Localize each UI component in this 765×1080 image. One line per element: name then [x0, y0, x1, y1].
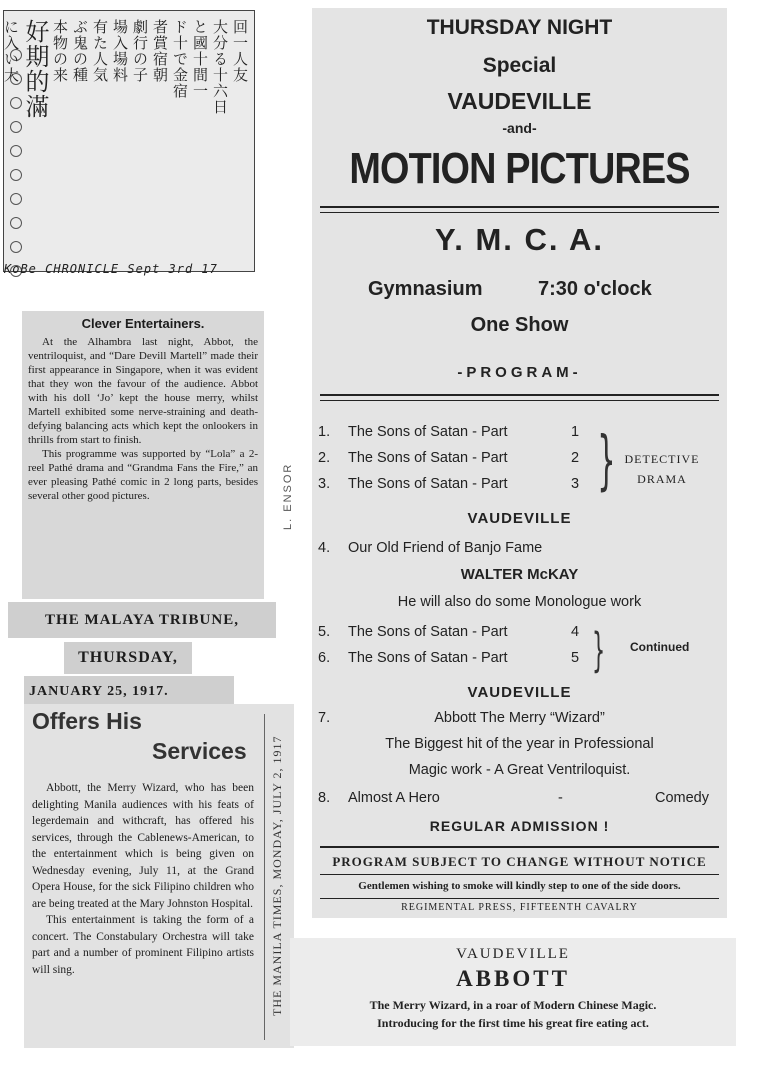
section-vaudeville: VAUDEVILLE: [467, 510, 572, 527]
genre-label: DRAMA: [637, 472, 687, 486]
section-vaudeville: VAUDEVILLE: [467, 684, 572, 701]
program-number: 8.: [318, 790, 331, 806]
program-part: 2: [571, 450, 580, 466]
admission-notice: REGULAR ADMISSION !: [429, 818, 610, 834]
poster-line-and: -and-: [502, 120, 537, 136]
text-column: 場入場料: [111, 19, 129, 83]
kobe-caption: KoBe CHRONICLE Sept 3rd 17: [4, 262, 218, 276]
newspaper-name: THE MALAYA TRIBUNE,: [8, 602, 276, 638]
headline-line-2: Services: [152, 738, 247, 764]
poster-line-thursday: THURSDAY NIGHT: [426, 16, 613, 39]
text-column: ド十で金宿: [171, 19, 189, 99]
program-number: 1.: [318, 424, 331, 440]
article-paragraph: Abbott, the Merry Wizard, who has been delighting Manila audiences with his feats of legerdemain and withcraft, has offered his services, through the Cablenews-American, to the entertainment which is being given on Wednesday evening, July 11, at the Grand Opera House, for the sick Filipino children who are being treated at the Mary Johnston Hospital.: [32, 782, 254, 910]
program-item: The Sons of Satan - Part: [348, 650, 508, 666]
continued-label: Continued: [630, 640, 690, 654]
program-item: The Sons of Satan - Part: [348, 624, 508, 640]
divider: [320, 400, 719, 401]
show-count: One Show: [470, 314, 569, 336]
advert-name: ABBOTT: [456, 966, 570, 991]
program-item: Almost A Hero: [348, 790, 440, 806]
ensor-stamp: L. ENSOR: [282, 462, 294, 530]
advert-heading: VAUDEVILLE: [456, 946, 570, 962]
performer-name: WALTER McKAY: [460, 566, 579, 583]
advert-line: The Merry Wizard, in a roar of Modern Chinese Magic.: [369, 998, 657, 1012]
program-part: 3: [571, 476, 580, 492]
program-number: 6.: [318, 650, 331, 666]
text-column: に入い大: [2, 19, 20, 83]
program-part: 5: [571, 650, 580, 666]
text-column: ぶ鬼の種: [71, 19, 89, 83]
divider: [320, 394, 719, 396]
program-heading: -PROGRAM-: [457, 364, 582, 381]
clever-entertainers-clipping: [22, 311, 264, 599]
headline-column: 好期的滿: [21, 19, 49, 119]
program-item: Abbott The Merry “Wizard”: [434, 710, 605, 726]
kobe-chronicle-clipping: [3, 10, 255, 272]
advert-line: Introducing for the first time his great fire eating act.: [377, 1016, 649, 1030]
brace-icon: }: [592, 623, 606, 677]
program-part: 1: [571, 424, 580, 440]
program-genre: Comedy: [655, 790, 709, 806]
smoking-notice: Gentlemen wishing to smoke will kindly step to one of the side doors.: [358, 880, 681, 892]
program-number: 3.: [318, 476, 331, 492]
clipping-paragraph: This programme was supported by “Lola” a 2-reel Pathé drama and “Grandma Fans the Fire,” an ever pleasing Pathé comic in 2 long parts, besides several other good pictures.: [28, 448, 258, 502]
abbott-advert-clipping: [290, 938, 736, 1046]
clipping-title: Clever Entertainers.: [81, 316, 205, 331]
program-item: The Sons of Satan - Part: [348, 424, 508, 440]
divider: [320, 846, 719, 848]
headline-line-1: Offers His: [32, 708, 142, 734]
text-column: 有た人気: [91, 19, 109, 83]
program-note: The Biggest hit of the year in Professional: [385, 736, 654, 752]
newspaper-date: JANUARY 25, 1917.: [24, 676, 234, 708]
divider: [320, 898, 719, 899]
poster-line-vaudeville: VAUDEVILLE: [447, 88, 592, 114]
program-item: Our Old Friend of Banjo Fame: [348, 540, 543, 556]
performer-note: He will also do some Monologue work: [397, 594, 642, 610]
program-number: 2.: [318, 450, 331, 466]
program-number: 4.: [318, 540, 331, 556]
divider: [320, 874, 719, 875]
show-time: 7:30 o'clock: [538, 278, 652, 300]
dash: -: [558, 790, 563, 806]
poster-line-special: Special: [482, 54, 557, 77]
japanese-text-columns: [2, 19, 249, 263]
poster-line-motion-pictures: MOTION PICTURES: [349, 144, 690, 193]
program-item: The Sons of Satan - Part: [348, 450, 508, 466]
text-column: 者賞宿朝: [151, 19, 169, 83]
text-column: 大分る十六日: [211, 19, 229, 115]
program-poster: [312, 8, 727, 918]
column-divider: [264, 714, 265, 1040]
venue: Y. M. C. A.: [435, 222, 604, 257]
program-part: 4: [571, 624, 580, 640]
text-column: 劇行の子: [131, 19, 149, 83]
article-paragraph: This entertainment is taking the form of a concert. The Constabulary Orchestra will take part and a number of prominent Filipino artists will sing.: [32, 914, 254, 976]
program-note: Magic work - A Great Ventriloquist.: [408, 762, 631, 778]
printer-credit: REGIMENTAL PRESS, FIFTEENTH CAVALRY: [401, 902, 638, 913]
divider: [320, 206, 719, 208]
text-column: 本物の来: [51, 19, 69, 83]
manila-times-clipping: [24, 704, 294, 1048]
clipping-paragraph: At the Alhambra last night, Abbot, the ventriloquist, and “Dare Devill Martell” made their first appearance in Singapore, when it was evident that they won the favour of the audience. Abbot with his doll ‘Jo’ kept the house merry, whilst Martell exhibited some nerve-straining and death-defying balancing acts which kept the onlookers in thrills from start to finish.: [28, 336, 258, 446]
article-body: [32, 780, 254, 978]
venue-place: Gymnasium: [368, 278, 483, 300]
program-number: 7.: [318, 710, 331, 726]
text-column: と國十間一: [191, 19, 209, 99]
change-notice: PROGRAM SUBJECT TO CHANGE WITHOUT NOTICE: [332, 854, 707, 869]
program-number: 5.: [318, 624, 331, 640]
genre-label: DETECTIVE: [624, 452, 700, 466]
newspaper-day: THURSDAY,: [64, 642, 192, 674]
divider: [320, 212, 719, 213]
program-item: The Sons of Satan - Part: [348, 476, 508, 492]
brace-icon: }: [597, 424, 616, 498]
text-column: 回一人友: [231, 19, 249, 83]
newspaper-side-label: THE MANILA TIMES, MONDAY, JULY 2, 1917: [270, 735, 284, 1017]
